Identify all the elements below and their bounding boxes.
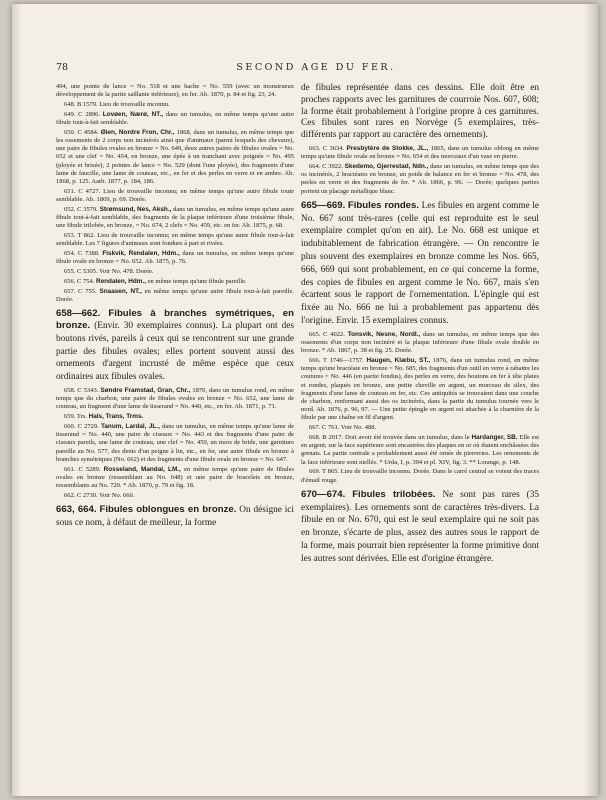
book-page	[12, 4, 598, 796]
entry-651: 651. C 4727. Lieu de trouvaille inconnu; en même temps qu'une autre fibule toute semblable. Ab. 1869, p. 69. Dorée.	[56, 187, 294, 204]
section-heading-663: 663, 664. Fibules oblongues en bronze. On désigne ici sous ce nom, à défaut de meilleur, la forme	[56, 504, 294, 528]
running-title: SECOND AGE DU FER.	[236, 62, 396, 73]
entry-650: 650. C 4584. Øien, Nordre Fron, Chr., 1868, dans un tumulus, en même temps que les ossements de 2 corps non incinérés ainsi que d'animaux (parmi lesquels des chevaux), une paire de fibules ovales en bronze = No. 649, deux autres paires de fibules ovales = No. 652 et une clef = No. 454, en bronze, une épée à un tranchant avec poignée = No. 495 (ployée et brisée), 2 pointes de lance = No. 529 (dont l'une ployée), des fragments d'une lame de faucille, une lame de couteau, etc., en fer et des perles en verre et en ambre. Ab. 1868, p. 125. Aarb. 1877, p. 184, 186.	[56, 128, 294, 186]
entry-666: 666. T 1746—1757. Haugen, Klæbu, ST., 1876, dans un tumulus rond, en même temps qu'une bractéate en bronze = No. 685, des fragments d'un outil en verre à rabattre les coutures = No. 446 (en partie fondus), des perles en verre, des boutons en fer à tête plates et rondes, plaqués en bronze, une petite cheville en argent, un morceau de silex, des fragments d'une lame de couteau en fer, etc. Ces antiquités se trouvaient dans une couche de charbon, renfermant aussi des os incinérés, dans la partie du tumulus tournée vers le nord. Ab. 1876, p. 96, 97. — Une petite épingle en argent est attachée à la charnière de la fibule par une chaîne en fil d'argent.	[301, 356, 539, 422]
entry-657: 657. C 755. Snaasen, NT., en même temps qu'une autre fibule tout-à-fait pareille. Dorée.	[56, 287, 294, 303]
right-column	[301, 83, 539, 773]
entry-660: 660. C 2729. Tanum, Lardal, JL., dans un tumulus, en même temps qu'une lame de tisserand = No. 440, une paire de ciseaux = No. 443 et des fragments d'une paire de ciseaux pareils, une lame de couteau, une clef = No. 459, un mors de bride, une garniture pareille au No. 577, des dents d'un peigne à lin, etc., en fer, une autre fibule en bronze à branches symétriques (No. 662) et des fragments d'une fibule ovale en bronze = No. 647.	[56, 423, 294, 463]
continued-entry: 494, une pointe de lance = No. 518 et une hache = No. 559 (avec un monstrueux développement de la partie saillante inférieure), en fer. Ab. 1870, p. 84 et fig. 23, 24.	[56, 83, 294, 99]
left-column	[56, 83, 294, 773]
entry-661: 661. C 5289. Rosseland, Mandal, LM., en même temps qu'une paire de fibules ovales en bronze (ressemblant au No. 648) et une paire de bracelets en bronze, ressemblants au No. 720. * Ab. 1870, p. 79 et fig. 18.	[56, 465, 294, 490]
section-heading-665: 665—669. Fibules rondes. Les fibules en argent comme le No. 667 sont très-rares (celle qui est reproduite est le seul exemplaire complet qu'on en ait). Le No. 668 est unique et indubitablement de fabrication étrangère. — On rencontre le plus souvent des exemplaires en bronze comme les Nos. 665, 666, 669 qui sont probablement, en ce qui concerne la forme, des copies de fibules en argent comme le No. 667, mais s'en écartent sous le rapport de l'ornementation. L'épingle qui est fixée au No. 666 ne lui a probablement pas appartenu dès l'origine. Envir. 15 exemplaires connus.	[301, 199, 539, 326]
entry-662: 662. C 2730. Voir No. 660.	[64, 491, 135, 499]
entry-653: 653. T 862. Lieu de trouvaille inconnu; en même temps qu'une autre fibule tout-à-fait semblable. Les 7 figures d'animaux sont fondues à part et rivées.	[56, 232, 294, 248]
page-header	[56, 62, 576, 76]
entry-652: 652. C 3579. Strømsund, Nes, Aksh., dans un tumulus, en même temps qu'une autre fibule tout-à-fait semblable, des fragments de la plaque inférieure d'une troisième fibule, une fibule trilobée, en bronze, = No. 674, 2 clefs = No. 459, etc. en fer. Ab. 1875, p. 68.	[56, 205, 294, 230]
entry-658: 658. C 5343. Søndre Framstad, Gran, Chr., 1870, dans un tumulus rond, en même temps que du charbon, une paire de fibules ovales en bronze = No. 652, une lame de couteau, un fragment d'une lame de tisserand = No. 440, etc., en fer. Ab. 1871, p. 71.	[56, 387, 294, 411]
entry-649: 649. C 2896. Lovøen, Nærø, NT., dans un tumulus, en même temps qu'une autre fibule tout-à-fait semblable.	[56, 110, 294, 126]
entry-656: 656. C 754. Rendalen, Hdm., en même temps qu'une fibule pareille.	[64, 277, 247, 285]
section-heading-658: 658—662. Fibules à branches symétriques, en bronze. (Envir. 30 exemplaires connus). La plupart ont des boutons rivés, pareils à ceux qui se rencontrent sur une grande partie des fibules ovales; elles portent souvent aussi des ornements d'argent incrusté de même espèce que ceux ordinaires aux fibules ovales.	[56, 308, 294, 383]
section-heading-670: 670—674. Fibules trilobées. Ne sont pas rares (35 exemplaires). Les ornements sont de caractères très-divers. La fibule en or No. 670, qui est le seul exemplaire qui ne soit pas en bronze, s'écarte de plus, assez des autres sous le rapport de la forme, mais pourrait bien représenter la forme primitive dont les autres sont dérivées. Elle est d'origine étrangère.	[301, 488, 539, 564]
entry-667: 667. C 761. Voir No. 488.	[309, 424, 377, 432]
entry-648: 648. B 1579. Lieu de trouvaille inconnu.	[64, 101, 170, 108]
page-number: 78	[56, 62, 69, 73]
entry-659: 659. Trs. Hals, Trans, Trms.	[64, 413, 144, 421]
page-spine-shadow	[584, 4, 598, 796]
entry-669: 669. T 865. Lieu de trouvaille inconnu. Dorée. Dans le carré central se voient des traces d'émail rouge.	[301, 468, 539, 484]
entry-668: 668. B 2017. Doit avoir été trouvée dans un tumulus, dans le Hardanger, SB. Elle est en argent; sur la face supérieure sont encastrées des plaques en or où étaient enchâssées des grenats. La partie centrale a probablement aussi été ornée de pierreries. Les ornements de la face inférieure sont niellés. * Urda, I, p. 394 et pl. XIV, fig. 3. ** Lorange, p. 148.	[301, 433, 539, 466]
entry-655: 655. C 5305. Voir No. 478. Dorée.	[64, 268, 154, 276]
continued-paragraph: de fibules représentée dans ces dessins. Elle doit être en proches rapports avec les garnitures de courroie Nos. 607, 608; la forme était probablement à l'origine propre à ces garnitures. Ces fibules sont rares en Norvège (5 exemplaires, très-différents par rapport au caractère des ornements).	[301, 83, 539, 141]
entry-665: 665. C 4022. Tonsvik, Nesne, Nordl., dans un tumulus, en même temps que des ossements d'un corps non incinéré et la plaque inférieure d'une fibule ovale double en bronze. * Ab. 1867, p. 38 et fig. 25. Dorée.	[301, 330, 539, 355]
entry-663: 663. C 3634. Presbytère de Stokke, JL., 1865, dans un tumulus oblong en même temps qu'une fibule ovale en bronze = No. 654 et des morceaux d'un vase en pierre.	[301, 144, 539, 161]
entry-654: 654. C 7388. Fiskvik, Rendalen, Hdm., dans un tumulus, en même temps qu'une fibule ovale en bronze = No. 652. Ab. 1875, p. 76.	[56, 250, 294, 266]
entry-664: 664. C 3922. Skedemo, Gjerrestad, Ndn., dans un tumulus, en même temps que des os incinérés, 2 bractéates en bronze, un poids de balance en fer et bronze = No. 478, des perles en verre et des fragments de fer. * Ab. 1866, p. 96. — Dorée; quelques parties portent un placage métallique blanc.	[301, 162, 539, 195]
